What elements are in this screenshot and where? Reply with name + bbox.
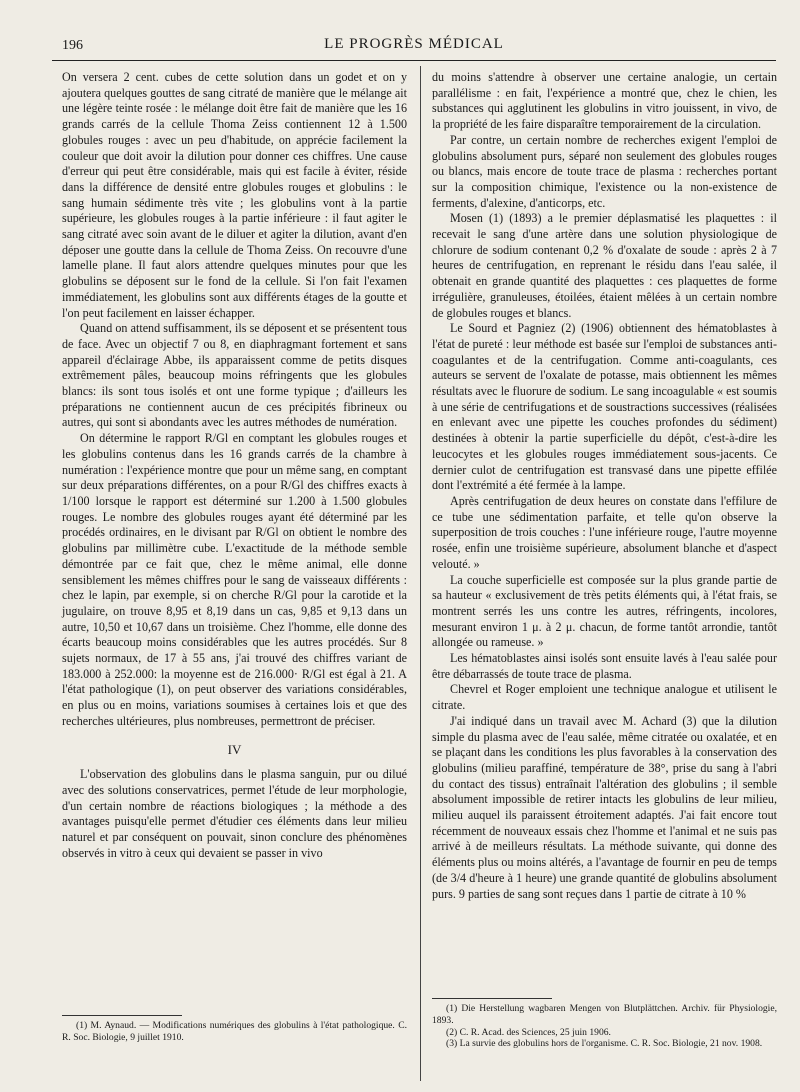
footnote: (2) C. R. Acad. des Sciences, 25 juin 1906.	[446, 1026, 611, 1038]
page-number: 196	[62, 38, 83, 53]
paragraph: du moins s'attendre à observer une certaine analogie, un certain parallélisme : en fait, l'expérience a montré que, chez le chien, les substances qui agglutinent les globulins in vitro jouissent, in vivo, de la propriété de les faire disparaître temporairement de la circulation.	[432, 70, 777, 132]
paragraph: L'observation des globulins dans le plasma sanguin, pur ou dilué avec des solutions conservatrices, permet l'étude de leur morphologie, d'un certain nombre de réactions biologiques ; la méthode a des avantages puisqu'elle permet d'étudier ces éléments dans leur milieu naturel et par conséquent on pouvait, sinon conclure des phénomènes observés in vitro à ceux qui devaient se passer in vivo	[62, 767, 407, 860]
footnote: (1) Die Herstellung wagbaren Mengen von Blutplättchen. Archiv. für Physiologie, 1893.	[432, 1003, 777, 1026]
paragraph: La couche superficielle est composée sur la plus grande partie de sa hauteur « exclusivement de très petits éléments qui, à l'état frais, se montrent serrés les uns contre les autres, réfringents, incolores, mesurant environ 1 μ. à 2 μ. chacun, de forme tantôt arrondie, tantôt allongée ou rameuse. »	[432, 572, 777, 650]
left-footnotes	[62, 1015, 407, 1044]
section-heading: IV	[227, 741, 242, 757]
right-footnotes	[432, 998, 777, 1050]
paragraph: On versera 2 cent. cubes de cette solution dans un godet et on y ajoutera quelques gouttes de sang citraté de manière que le mélange ait une légère teinte rosée : le mélange doit être fait de manière que les 16 grands carrés de la cellule Thoma Zeiss contiennent 12 à 1.500 globules rouges : avec un peu d'habitude, on apprécie facilement la couleur que doit avoir la dilution pour donner ces chiffres. Une cause d'erreur qui peut être considérable, mais qui est facile à éviter, réside dans la différence de densité entre globules rouges et globulins : le sang humain sédimente très vite ; les globulins vont à la partie supérieure, les globules rouges à la partie inférieure : il faut agiter le sang citraté avec soin avant de le diluer et agiter la dilution, avant d'en déposer une goutte dans la cellule de Thoma Zeiss. On recouvre d'une lamelle plane. Il faut alors attendre quelques minutes pour que les globulins se déposent sur le fond de la cellule. Si l'on fait l'examen immédiatement, les globulins sont aux différents étages de la goutte et l'on peut facilement en laisser échapper.	[62, 70, 407, 320]
header-rule	[52, 60, 776, 61]
paragraph: Les hématoblastes ainsi isolés sont ensuite lavés à l'eau salée pour être débarrassés de toute trace de plasma.	[432, 651, 777, 681]
paragraph: Le Sourd et Pagniez (2) (1906) obtiennent des hématoblastes à l'état de pureté : leur méthode est basée sur l'emploi de substances anti-coagulantes et de la centrifugation. Comme anti-coagulants, ces auteurs se servent de l'oxalate de potasse, mais obtiennent les mêmes résultats avec le fluorure de sodium. Le sang incoagulable « est soumis à une série de centrifugations et de soustractions successives (réalisées en enlevant avec une pipette les couches profondes du sédiment) destinées à obtenir la partie superficielle du dépôt, c'est-à-dire les leucocytes et les globules rouges immédiatement sous-jacents. Ce dernier culot de centrifugation est transvasé dans une pipette effilée dont l'extrémité a été fermée à la lampe.	[432, 321, 777, 493]
column-divider	[420, 66, 421, 1081]
footnote-rule	[432, 998, 552, 999]
footnote: (3) La survie des globulins hors de l'organisme. C. R. Soc. Biologie, 21 nov. 1908.	[446, 1038, 763, 1050]
footnote: (1) M. Aynaud. — Modifications numériques des globulins à l'état pathologique. C. R. Soc. Biologie, 9 juillet 1910.	[62, 1020, 407, 1043]
footnote-rule	[62, 1015, 182, 1016]
paragraph: On détermine le rapport R/Gl en comptant les globules rouges et les globulins contenus dans les 16 grands carrés de la chambre à numération : l'expérience montre que pour un même sang, en comptant sur deux préparations différentes, on a pour R/Gl des chiffres exacts à 1/100 lorsque le rapport est déterminé sur 1.200 à 1.500 globules rouges. Le nombre des globules rouges ayant été déterminé par les procédés ordinaires, en le divisant par R/Gl on obtient le nombre des globulins par millimètre cube. L'exactitude de la méthode semble démontrée par ce fait que, chez le même animal, elle donne sensiblement les mêmes chiffres pour le sang de vaisseaux différents : chez le lapin, par exemple, si on cherche R/Gl pour la carotide et la jugulaire, on trouve 8,95 et 8,19 dans un cas, 9,85 et 9,13 dans un autre, 10,50 et 10,67 dans un troisième. Chez l'homme, elle donne des écarts beaucoup moins considérables que les autres procédés. Sur 8 sujets normaux, de 17 à 55 ans, j'ai trouvé des chiffres variant de 183.000 à 252.000: la moyenne est de 216.000· R/Gl est égal à 21. A l'état pathologique (1), on peut observer des variations considérables, en plus ou en moins, variations soumises à certaines lois et que des recherches ultérieures, plus nombreuses, permettront de préciser.	[62, 431, 407, 728]
left-column	[62, 70, 407, 861]
paragraph: Mosen (1) (1893) a le premier déplasmatisé les plaquettes : il recevait le sang d'une artère dans une solution physiologique de chlorure de sodium contenant 0,2 % d'oxalate de soude : après 2 à 7 heures de centrifugation, en reprenant le résidu dans l'eau salée, il obtenait en grande quantité des plaquettes : ces plaquettes de forme irrégulière, granuleuses, étoilées, étaient mêlées à un certain nombre de globules rouges et blancs.	[432, 211, 777, 320]
paragraph: Après centrifugation de deux heures on constate dans l'effilure de ce tube une sédimentation parfaite, et telle qu'on observe la superposition de trois couches : l'une inférieure rouge, l'autre moyenne rosée, enfin une troisième supérieure, absolument blanche et d'aspect velouté. »	[432, 493, 777, 571]
paragraph: Chevrel et Roger emploient une technique analogue et utilisent le citrate.	[432, 682, 777, 713]
paragraph: Par contre, un certain nombre de recherches exigent l'emploi de globulins absolument purs, séparé non seulement des globules rouges ou blancs, mais encore de toute trace de plasma : recherches portant sur la composition chimique, l'existence ou la non-existence de ferments, d'alexine, d'anticorps, etc.	[432, 132, 777, 210]
paragraph: Quand on attend suffisamment, ils se déposent et se présentent tous de face. Avec un objectif 7 ou 8, en diaphragmant fortement et sans appareil d'éclairage Abbe, ils apparaissent comme de petits disques extrêmement pâles, beaucoup moins réfringents que les globules blancs: ils sont tous isolés et ont une forme typique ; d'ailleurs les préparations ne contiennent aucun de ces précipités fibrineux ou autres, qui sont si abondants avec les autres méthodes de numération.	[62, 321, 407, 430]
journal-title: LE PROGRÈS MÉDICAL	[324, 36, 504, 52]
running-head	[52, 34, 776, 58]
right-column	[432, 70, 777, 902]
paragraph: J'ai indiqué dans un travail avec M. Achard (3) que la dilution simple du plasma avec de l'eau salée, même citratée ou oxalatée, et en se plaçant dans les conditions les plus favorables à la conservation des globulins (milieu paraffiné, température de 38°, prise du sang à l'abri du contact des tissus) entraînait l'altération des globulins ; il semble absolument impossible de retirer intacts les globulins de leur milieu, milieu auquel ils paraissent étroitement adaptés. J'ai fait encore tout récemment de nouveaux essais chez l'homme et l'animal et ne suis pas arrivé à de meilleurs résultats. La méthode suivante, qui donne des éléments plus ou moins altérés, a l'avantage de fournir en peu de temps (de 3/4 d'heure à 1 heure) une grande quantité de globulins absolument purs. 9 parties de sang sont reçues dans 1 partie de citrate à 10 %	[432, 713, 777, 901]
